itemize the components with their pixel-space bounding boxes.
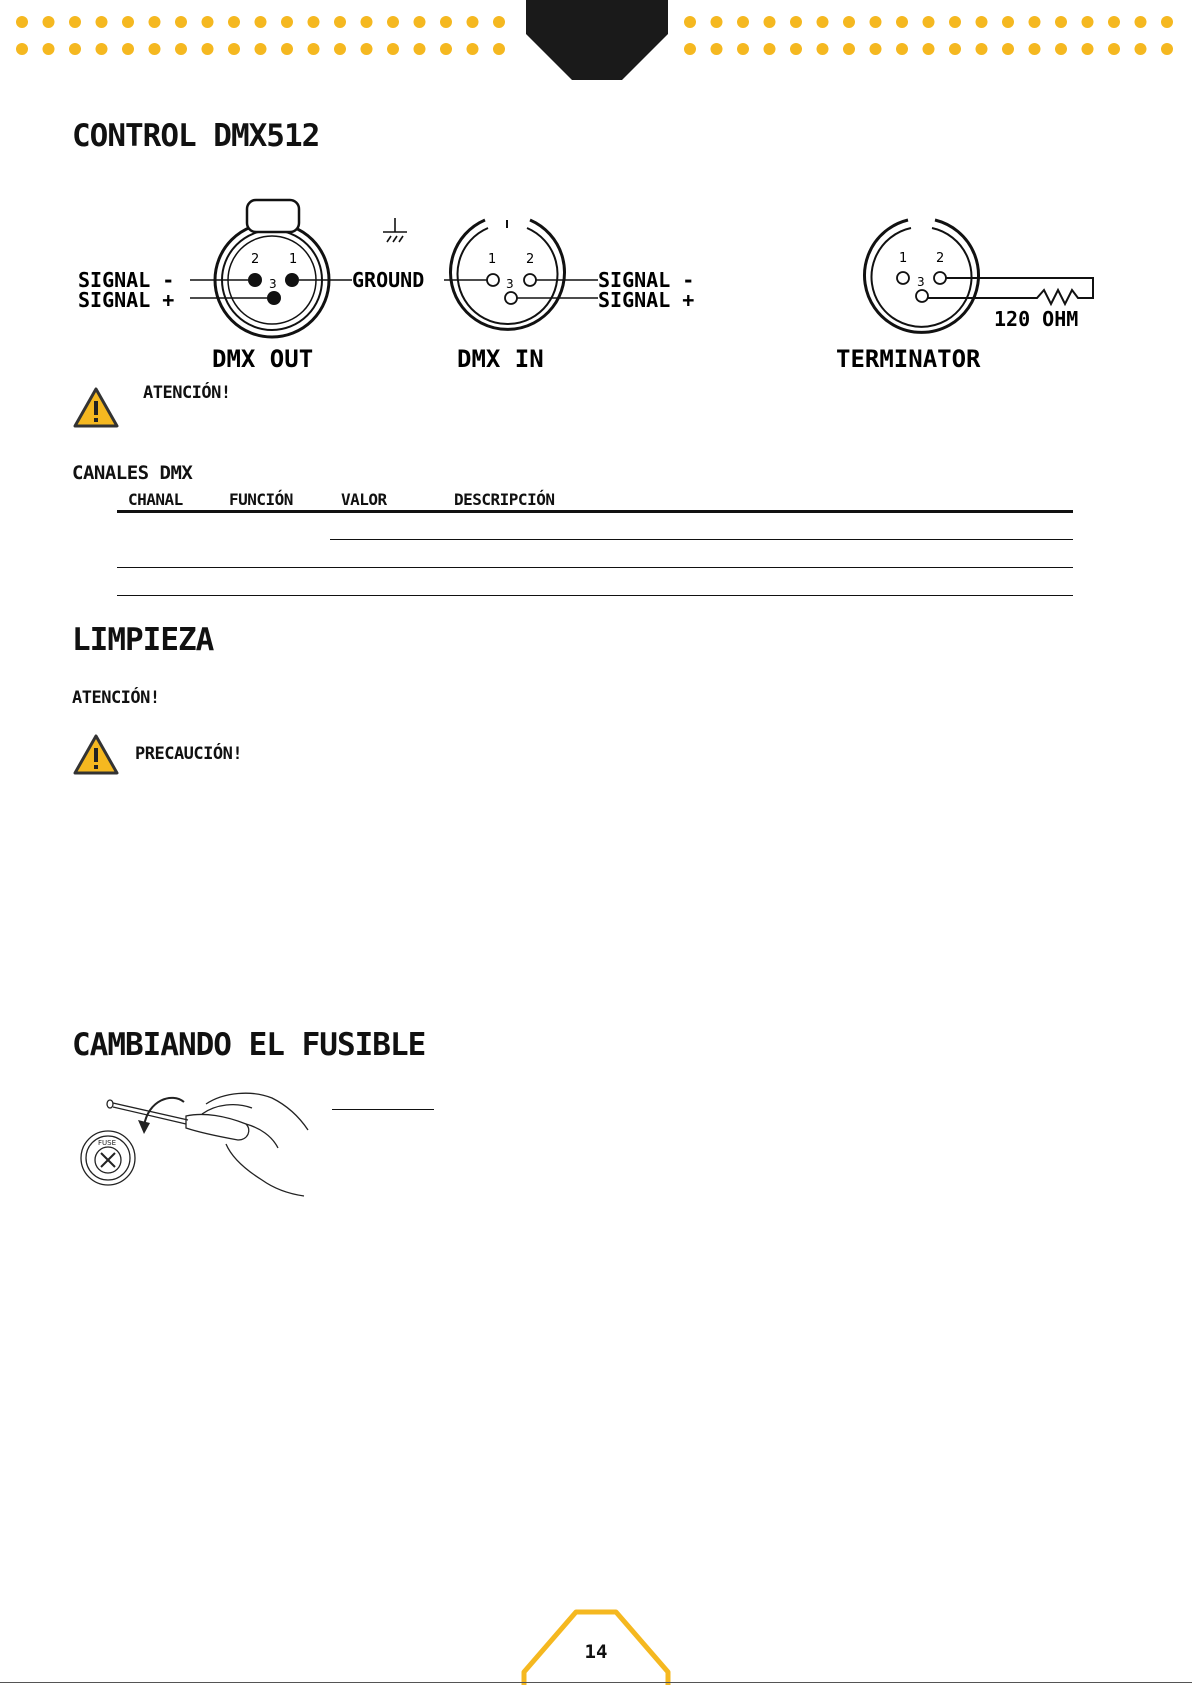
- dmx-out-pin-label-1: 1: [289, 252, 298, 267]
- arrow-head-icon: [138, 1120, 150, 1134]
- decorative-dot: [281, 16, 293, 28]
- decorative-dot: [334, 43, 346, 55]
- decorative-dot: [149, 43, 161, 55]
- decorative-dot: [69, 16, 81, 28]
- terminator-resistor: [928, 278, 1093, 304]
- decorative-dot: [334, 16, 346, 28]
- footer-rule: [0, 1682, 1192, 1683]
- decorative-dot: [923, 43, 935, 55]
- decorative-dot: [896, 43, 908, 55]
- table-header-rule: [117, 510, 1073, 513]
- label-ground: GROUND: [352, 268, 425, 292]
- dmx-in-pin-1: [487, 274, 499, 286]
- decorative-dot: [175, 16, 187, 28]
- decorative-dot: [440, 43, 452, 55]
- label-signal-plus-in: SIGNAL +: [598, 288, 695, 312]
- dmx-in-pin-label-2: 2: [526, 252, 535, 267]
- decorative-dot: [1029, 43, 1041, 55]
- decorative-dot: [817, 43, 829, 55]
- page-number: 14: [584, 1641, 608, 1663]
- decorative-dot: [1002, 16, 1014, 28]
- decorative-dot: [43, 16, 55, 28]
- label-dmx-in: DMX IN: [457, 345, 544, 373]
- label-dmx-out: DMX OUT: [212, 345, 314, 373]
- decorative-dot: [870, 43, 882, 55]
- footer-page-tab: [520, 1606, 672, 1685]
- terminator-pin-3: [916, 290, 928, 302]
- decorative-dot: [1002, 43, 1014, 55]
- decorative-dot: [387, 16, 399, 28]
- table-header-valor: VALOR: [341, 490, 387, 509]
- header-tab-shape: [526, 0, 668, 80]
- terminator-pin-label-3: 3: [917, 275, 925, 289]
- decorative-dot: [764, 43, 776, 55]
- section-title-fuse: CAMBIANDO EL FUSIBLE: [72, 1027, 426, 1063]
- label-terminator: TERMINATOR: [836, 345, 981, 373]
- dot-pattern-right: [684, 16, 1173, 55]
- warning-label-cleaning: ATENCIÓN!: [72, 688, 160, 708]
- decorative-dot: [1161, 16, 1173, 28]
- fuse-text-rule: [332, 1109, 434, 1110]
- dmx-out-pin-2: [248, 273, 262, 287]
- decorative-dot: [949, 43, 961, 55]
- decorative-dot: [308, 16, 320, 28]
- decorative-dot: [493, 43, 505, 55]
- decorative-dot: [764, 16, 776, 28]
- decorative-dot: [440, 16, 452, 28]
- decorative-dot: [1055, 16, 1067, 28]
- decorative-dot: [255, 43, 267, 55]
- decorative-dot: [467, 16, 479, 28]
- decorative-dot: [1108, 43, 1120, 55]
- dmx-in-pin-2: [524, 274, 536, 286]
- dmx-wiring-diagram: [60, 190, 1110, 380]
- decorative-dot: [711, 16, 723, 28]
- decorative-dot: [843, 16, 855, 28]
- decorative-dot: [228, 16, 240, 28]
- decorative-dot: [1161, 43, 1173, 55]
- caution-icon: [72, 733, 120, 776]
- decorative-dot: [149, 16, 161, 28]
- decorative-dot: [308, 43, 320, 55]
- decorative-dot: [387, 43, 399, 55]
- decorative-dot: [255, 16, 267, 28]
- header-decoration: [0, 0, 1192, 90]
- decorative-dot: [202, 43, 214, 55]
- dmx-out-pin-3: [267, 291, 281, 305]
- decorative-dot: [122, 16, 134, 28]
- decorative-dot: [16, 43, 28, 55]
- decorative-dot: [1082, 43, 1094, 55]
- decorative-dot: [1135, 43, 1147, 55]
- decorative-dot: [896, 16, 908, 28]
- warning-label-dmx: ATENCIÓN!: [143, 383, 231, 403]
- table-header-chanal: CHANAL: [128, 490, 183, 509]
- table-row-rule: [330, 539, 1073, 540]
- decorative-dot: [976, 43, 988, 55]
- decorative-dot: [69, 43, 81, 55]
- decorative-dot: [175, 43, 187, 55]
- decorative-dot: [684, 16, 696, 28]
- table-row-rule: [117, 595, 1073, 596]
- decorative-dot: [361, 43, 373, 55]
- decorative-dot: [361, 16, 373, 28]
- decorative-dot: [1029, 16, 1041, 28]
- table-row-rule: [117, 567, 1073, 568]
- decorative-dot: [96, 16, 108, 28]
- decorative-dot: [1055, 43, 1067, 55]
- decorative-dot: [1135, 16, 1147, 28]
- decorative-dot: [202, 16, 214, 28]
- label-signal-minus-out: SIGNAL -: [78, 268, 175, 292]
- decorative-dot: [870, 16, 882, 28]
- label-120-ohm: 120 OHM: [994, 307, 1079, 331]
- decorative-dot: [228, 43, 240, 55]
- decorative-dot: [976, 16, 988, 28]
- decorative-dot: [467, 43, 479, 55]
- fuse-replacement-illustration: [76, 1090, 316, 1205]
- decorative-dot: [949, 16, 961, 28]
- decorative-dot: [737, 43, 749, 55]
- fuse-label: FUSE: [98, 1139, 117, 1147]
- decorative-dot: [281, 43, 293, 55]
- decorative-dot: [43, 43, 55, 55]
- dmx-out-pin-1: [285, 273, 299, 287]
- warning-icon: [72, 386, 120, 429]
- dmx-out-connector: [215, 200, 329, 337]
- decorative-dot: [96, 43, 108, 55]
- caution-label: PRECAUCIÓN!: [135, 744, 243, 764]
- terminator-pin-label-2: 2: [936, 251, 945, 266]
- dmx-out-pin-label-2: 2: [251, 252, 260, 267]
- dmx-in-pin-3: [505, 292, 517, 304]
- terminator-pin-1: [897, 272, 909, 284]
- decorative-dot: [122, 43, 134, 55]
- ground-symbol-icon: [383, 218, 407, 242]
- section-title-cleaning: LIMPIEZA: [72, 622, 214, 658]
- dmx-out-pin-label-3: 3: [269, 277, 277, 291]
- decorative-dot: [923, 16, 935, 28]
- section-title-channels: CANALES DMX: [72, 462, 193, 484]
- decorative-dot: [711, 43, 723, 55]
- decorative-dot: [414, 16, 426, 28]
- terminator-pin-label-1: 1: [899, 251, 908, 266]
- decorative-dot: [843, 43, 855, 55]
- terminator-pin-2: [934, 272, 946, 284]
- table-header-descripcion: DESCRIPCIÓN: [454, 490, 555, 509]
- decorative-dot: [1108, 16, 1120, 28]
- label-signal-plus-out: SIGNAL +: [78, 288, 175, 312]
- decorative-dot: [817, 16, 829, 28]
- dot-pattern-left: [16, 16, 505, 55]
- decorative-dot: [684, 43, 696, 55]
- label-signal-minus-in: SIGNAL -: [598, 268, 695, 292]
- decorative-dot: [1082, 16, 1094, 28]
- section-title-dmx: CONTROL DMX512: [72, 118, 320, 154]
- decorative-dot: [493, 16, 505, 28]
- decorative-dot: [16, 16, 28, 28]
- table-header-funcion: FUNCIÓN: [229, 490, 293, 509]
- decorative-dot: [790, 43, 802, 55]
- decorative-dot: [414, 43, 426, 55]
- decorative-dot: [737, 16, 749, 28]
- decorative-dot: [790, 16, 802, 28]
- dmx-in-pin-label-3: 3: [506, 277, 514, 291]
- dmx-in-pin-label-1: 1: [488, 252, 497, 267]
- dmx-in-connector: [451, 220, 565, 329]
